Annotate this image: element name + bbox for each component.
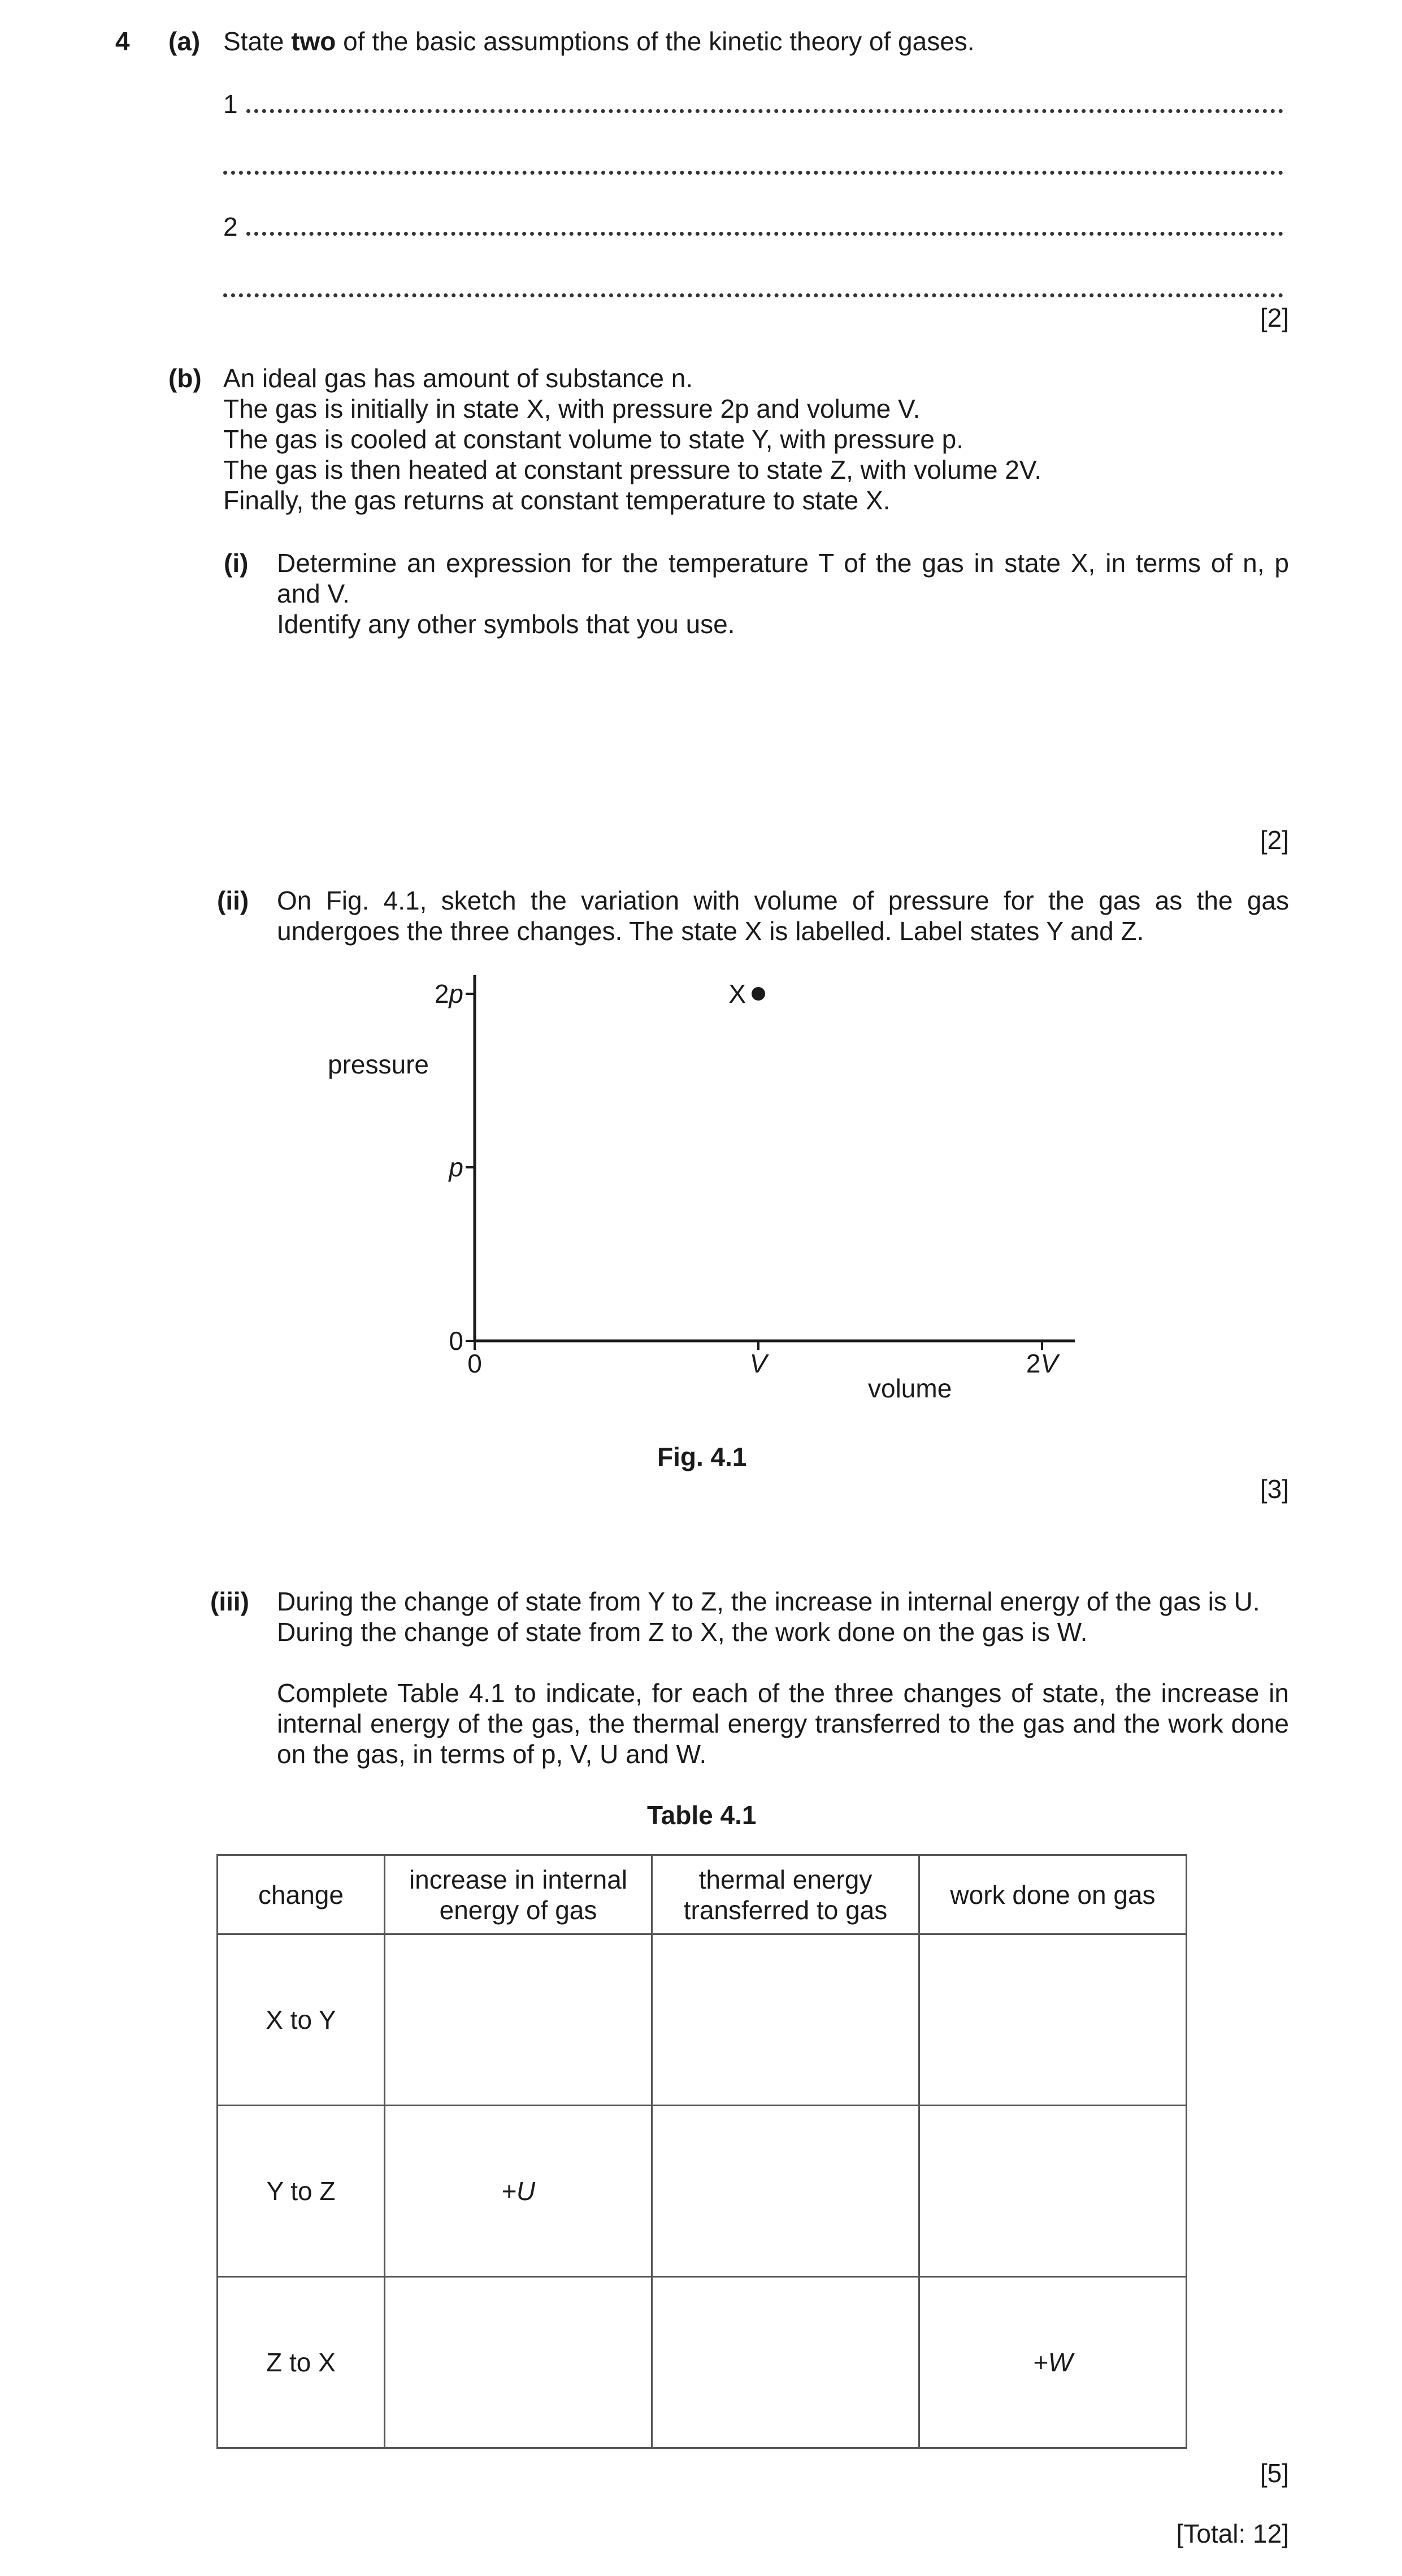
table-row bbox=[218, 2277, 1187, 2448]
total-marks: [Total: 12] bbox=[1176, 2519, 1289, 2548]
cell-work-done[interactable] bbox=[919, 1934, 1187, 2106]
sub-i-marks: [2] bbox=[1260, 825, 1289, 855]
cell-change: Z to X bbox=[218, 2277, 385, 2448]
figure-caption: Fig. 4.1 bbox=[657, 1442, 747, 1471]
cell-work-done[interactable] bbox=[919, 2106, 1187, 2277]
header-work-done: work done on gas bbox=[919, 1855, 1187, 1934]
table-header-row bbox=[218, 1855, 1187, 1934]
cell-internal-energy[interactable] bbox=[385, 1934, 652, 2106]
y-tick-label: p bbox=[449, 1153, 463, 1182]
table-row bbox=[218, 2106, 1187, 2277]
sub-iii-text-1: During the change of state from Y to Z, the increase in internal energy of the gas is U. bbox=[277, 1587, 1260, 1616]
header-internal-energy: increase in internal energy of gas bbox=[385, 1855, 652, 1934]
prompt-text: State bbox=[223, 27, 292, 56]
part-b-label: (b) bbox=[168, 363, 202, 393]
y-axis-label: pressure bbox=[328, 1050, 429, 1079]
part-a-label: (a) bbox=[168, 27, 201, 56]
sub-iii-label: (iii) bbox=[210, 1587, 249, 1616]
y-tick-label: 2p bbox=[434, 979, 463, 1008]
answer-line-2-number: 2 bbox=[223, 212, 238, 241]
cell-work-done: +W bbox=[919, 2277, 1187, 2448]
prompt-text: of the basic assumptions of the kinetic theory of gases. bbox=[336, 27, 975, 56]
tick-labels bbox=[435, 979, 1061, 1378]
point-x-marker bbox=[752, 987, 765, 1001]
sub-i-text-2: Identify any other symbols that you use. bbox=[277, 609, 735, 639]
sub-ii-label: (ii) bbox=[217, 886, 249, 915]
prompt-emphasis: two bbox=[291, 27, 336, 56]
x-tick-label: 2V bbox=[1026, 1349, 1058, 1378]
part-a-marks: [2] bbox=[1260, 303, 1289, 332]
part-b-intro-4: The gas is then heated at constant pressure to state Z, with volume 2V. bbox=[223, 455, 1042, 484]
sub-iii-text-3: Complete Table 4.1 to indicate, for each of the three changes of state, the increase in internal energy of the gas, the thermal energy transferred to the gas and the work done on the gas, in terms of p, V, U and W. bbox=[277, 1678, 1289, 1769]
table-row bbox=[218, 1934, 1187, 2106]
cell-internal-energy: +U bbox=[385, 2106, 652, 2277]
x-axis-label: volume bbox=[868, 1374, 952, 1403]
sub-i-text: Determine an expression for the temperature T of the gas in state X, in terms of n, p and V. bbox=[277, 548, 1289, 608]
ticks bbox=[466, 994, 1042, 1350]
point-label: X bbox=[728, 979, 746, 1008]
x-tick-label: 0 bbox=[467, 1349, 482, 1378]
x-tick-label: V bbox=[749, 1349, 767, 1378]
table-4-1 bbox=[216, 1854, 1187, 2449]
sub-ii-text: On Fig. 4.1, sketch the variation with volume of pressure for the gas as the gas undergoes the three changes. The state X is labelled. Label states Y and Z. bbox=[277, 886, 1289, 946]
sub-iii-marks: [5] bbox=[1260, 2458, 1289, 2488]
sub-iii-text-2: During the change of state from Z to X, the work done on the gas is W. bbox=[277, 1617, 1088, 1647]
cell-thermal-energy[interactable] bbox=[652, 1934, 919, 2106]
part-b-intro-2: The gas is initially in state X, with pressure 2p and volume V. bbox=[223, 394, 921, 423]
cell-thermal-energy[interactable] bbox=[652, 2106, 919, 2277]
answer-line-1-number: 1 bbox=[223, 89, 238, 119]
cell-change: Y to Z bbox=[218, 2106, 385, 2277]
header-change: change bbox=[218, 1855, 385, 1934]
table-caption: Table 4.1 bbox=[647, 1800, 757, 1830]
sub-ii-marks: [3] bbox=[1260, 1474, 1289, 1504]
points bbox=[728, 979, 765, 1008]
y-tick-label: 0 bbox=[449, 1326, 463, 1356]
header-thermal-energy: thermal energy transferred to gas bbox=[652, 1855, 919, 1934]
question-number: 4 bbox=[115, 27, 130, 56]
part-b-intro-1: An ideal gas has amount of substance n. bbox=[223, 363, 693, 393]
cell-change: X to Y bbox=[218, 1934, 385, 2106]
cell-thermal-energy[interactable] bbox=[652, 2277, 919, 2448]
sub-i-label: (i) bbox=[224, 548, 249, 578]
axes bbox=[474, 975, 1075, 1342]
part-b-intro-5: Finally, the gas returns at constant temperature to state X. bbox=[223, 486, 891, 515]
cell-internal-energy[interactable] bbox=[385, 2277, 652, 2448]
part-b-intro-3: The gas is cooled at constant volume to state Y, with pressure p. bbox=[223, 425, 964, 454]
